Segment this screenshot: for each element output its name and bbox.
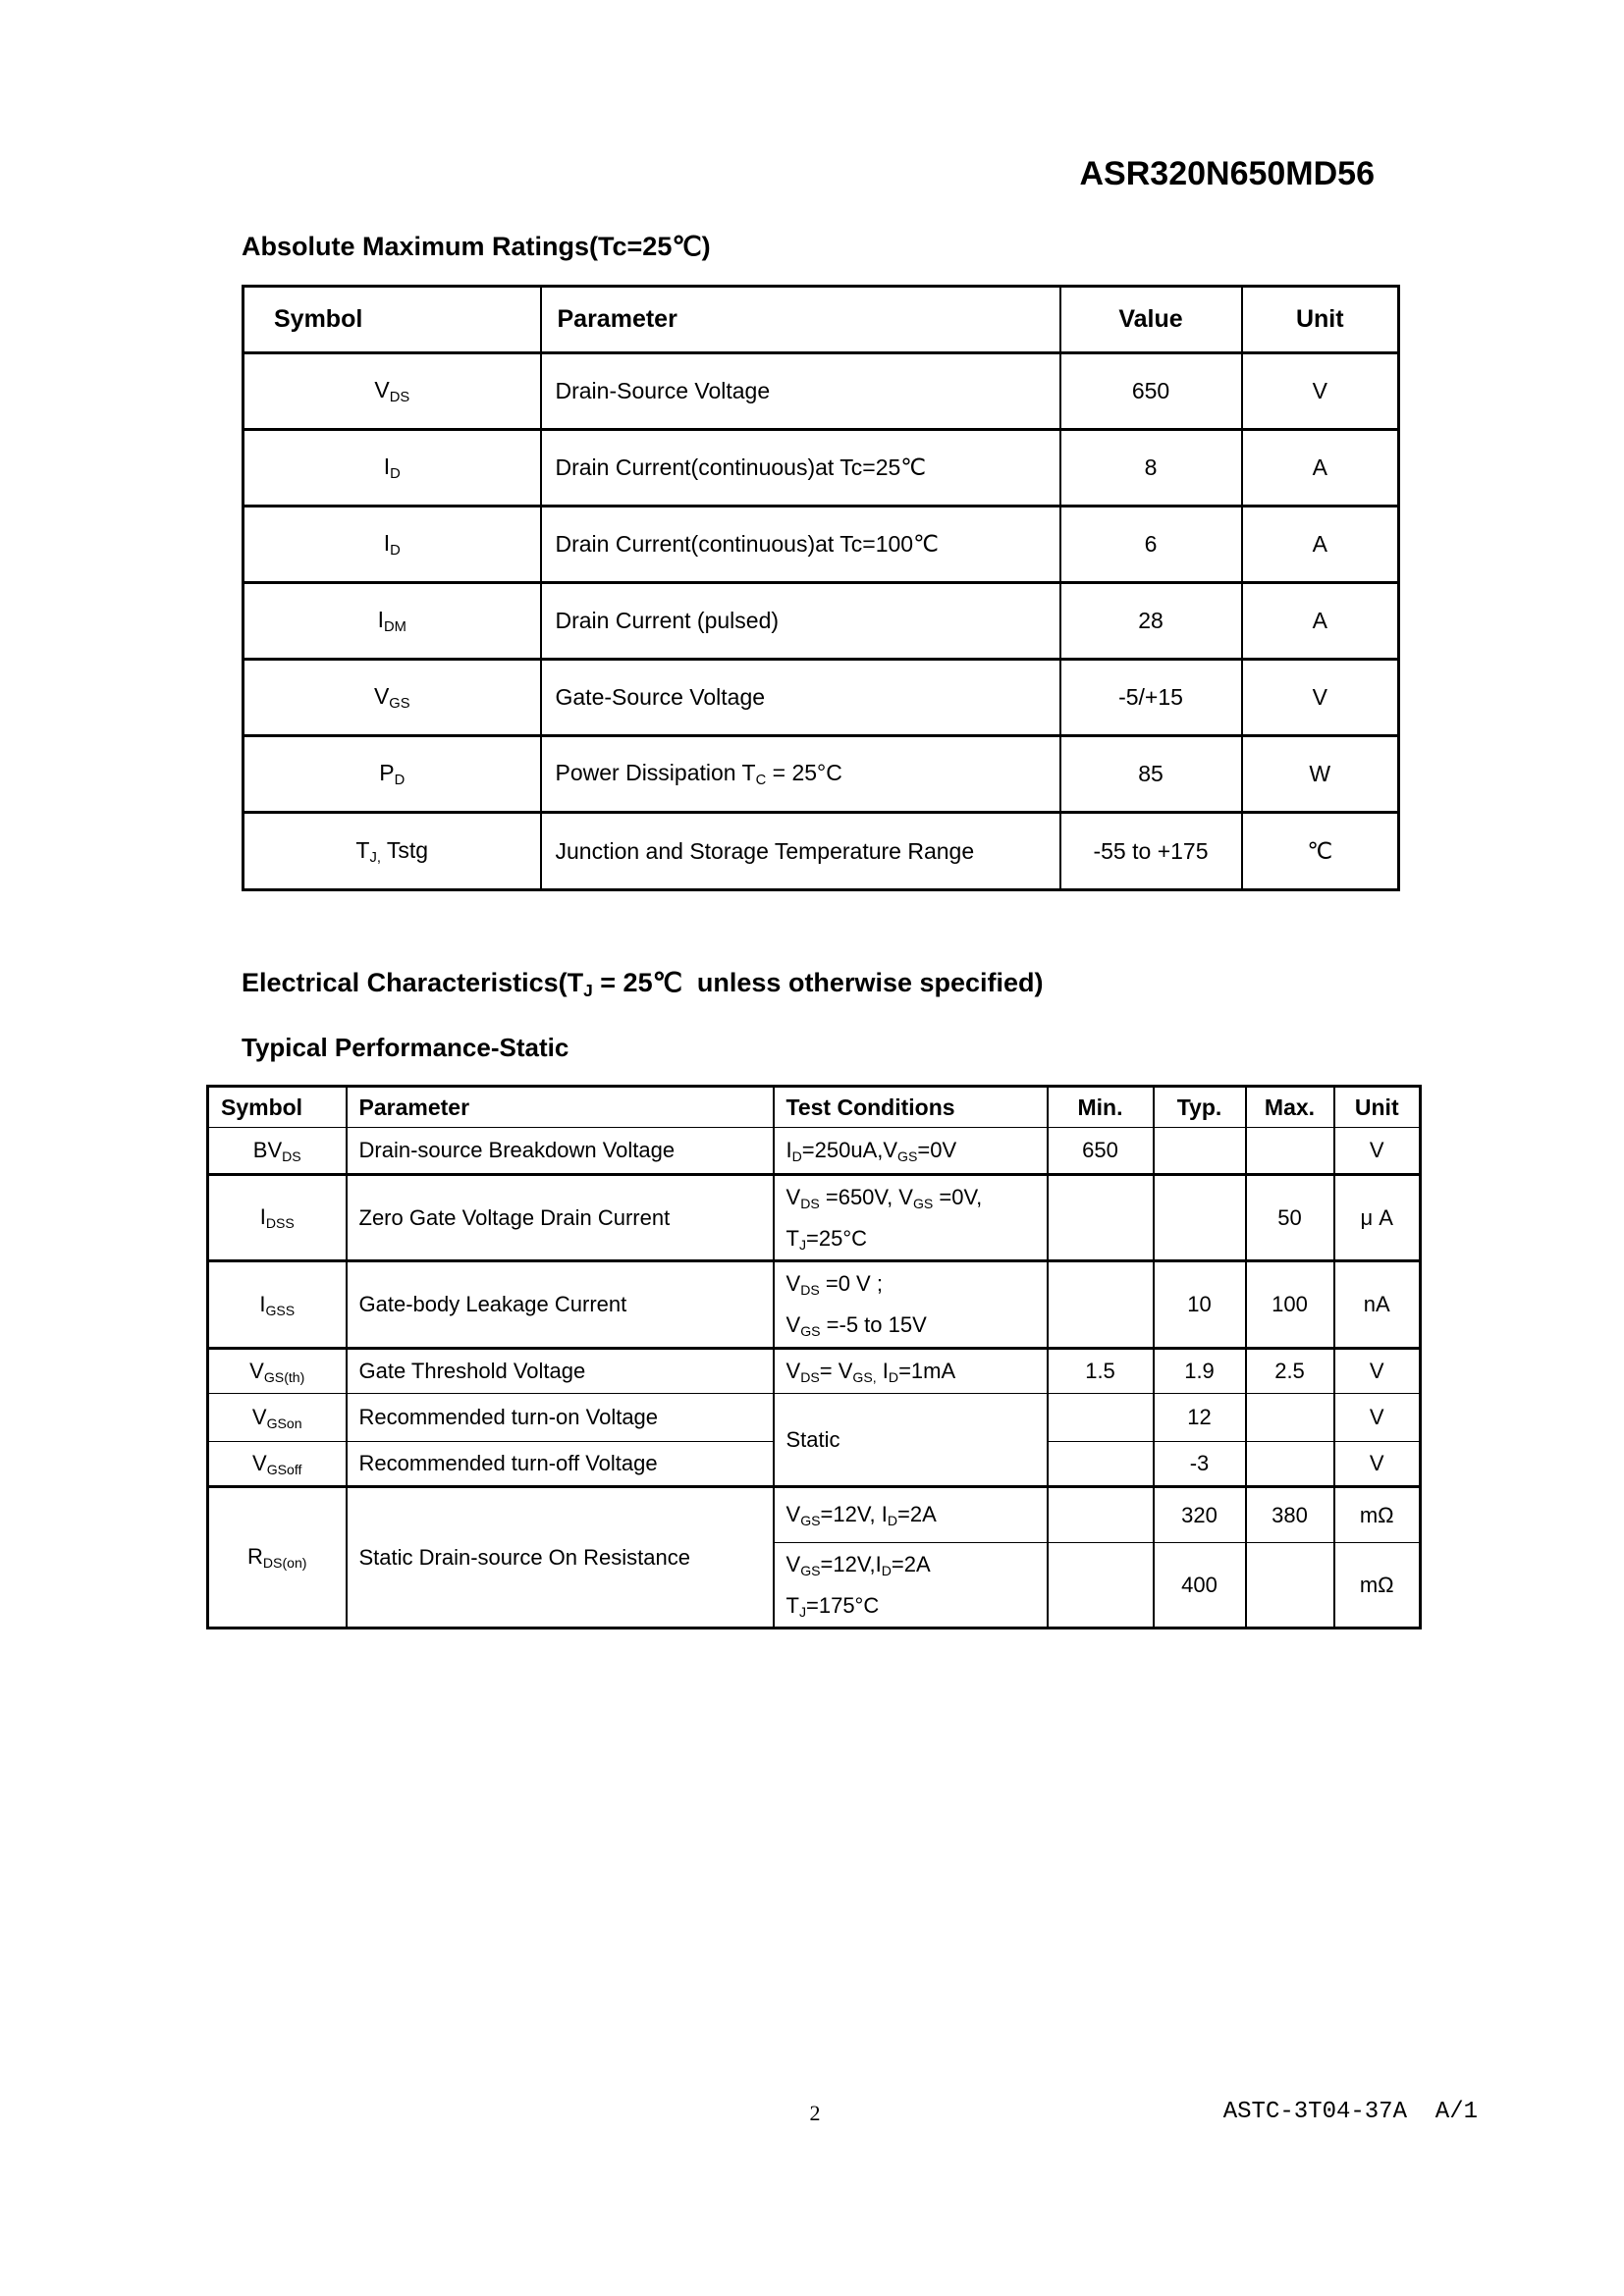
min-cell	[1048, 1442, 1154, 1487]
table-row	[244, 583, 1399, 660]
symbol-cell: $BV_{DS}$	[208, 1128, 347, 1175]
unit-cell: μ A	[1334, 1175, 1421, 1261]
symbol-cell: $I_{DSS}$	[208, 1175, 347, 1261]
test-conditions-line: $V_{DS} =650V$, $V_{GS} =0V$,	[785, 1184, 983, 1211]
parameter-cell: Static Drain-source On Resistance	[347, 1487, 774, 1629]
unit-cell: A	[1242, 430, 1399, 507]
test-conditions-line: $T_J=175^\circ C$	[785, 1592, 880, 1620]
max-cell: 50	[1246, 1175, 1334, 1261]
unit-cell: A	[1242, 507, 1399, 583]
column-header-typ: Typ.	[1154, 1087, 1246, 1128]
column-header-symbol: Symbol	[208, 1087, 347, 1128]
column-header-unit: Unit	[1242, 287, 1399, 353]
table-row	[208, 1261, 1421, 1349]
parameter-cell: Gate Threshold Voltage	[347, 1349, 774, 1394]
symbol-cell: $V_{GSoff}$	[208, 1442, 347, 1487]
table-row	[208, 1394, 1421, 1442]
test-conditions-line: $T_J=25^\circ C$	[785, 1225, 868, 1253]
column-header-symbol: Symbol	[244, 287, 541, 353]
symbol-cell: $R_{DS(on)}$	[208, 1487, 347, 1629]
parameter-cell: Drain Current (pulsed)	[541, 583, 1060, 660]
test-conditions-cell: Static	[774, 1394, 1048, 1487]
unit-cell: mΩ	[1334, 1543, 1421, 1629]
symbol-cell: $V_{GSon}$	[208, 1394, 347, 1442]
heading-typical-performance-static: Typical Performance-Static	[242, 1033, 569, 1062]
typ-cell: 320	[1154, 1487, 1246, 1543]
parameter-cell: Drain-source Breakdown Voltage	[347, 1128, 774, 1175]
parameter-cell: Drain-Source Voltage	[541, 353, 1060, 430]
unit-cell: nA	[1334, 1261, 1421, 1349]
max-cell	[1246, 1543, 1334, 1629]
min-cell: 650	[1048, 1128, 1154, 1175]
symbol-cell: $V_{GS}$	[244, 660, 541, 736]
electrical-characteristics-table	[206, 1085, 1422, 1629]
min-cell	[1048, 1394, 1154, 1442]
symbol-cell: $I_D$	[244, 507, 541, 583]
column-header-value: Value	[1060, 287, 1242, 353]
absolute-maximum-ratings-table	[242, 285, 1400, 891]
value-cell: 85	[1060, 736, 1242, 813]
min-cell	[1048, 1487, 1154, 1543]
test-conditions-cell	[774, 1175, 1048, 1261]
unit-cell: V	[1334, 1128, 1421, 1175]
unit-cell: V	[1334, 1349, 1421, 1394]
parameter-cell: Recommended turn-off Voltage	[347, 1442, 774, 1487]
test-conditions-cell: $I_D=250uA,V_{GS}=0V$	[774, 1128, 1048, 1175]
test-conditions-cell	[774, 1261, 1048, 1349]
unit-cell: W	[1242, 736, 1399, 813]
symbol-cell: $I_{DM}$	[244, 583, 541, 660]
table-header-row	[244, 287, 1399, 353]
max-cell	[1246, 1442, 1334, 1487]
parameter-cell: Zero Gate Voltage Drain Current	[347, 1175, 774, 1261]
typ-cell: 12	[1154, 1394, 1246, 1442]
table-row	[244, 736, 1399, 813]
unit-cell: ℃	[1242, 813, 1399, 890]
max-cell	[1246, 1394, 1334, 1442]
parameter-cell: Gate-Source Voltage	[541, 660, 1060, 736]
symbol-cell: $P_D$	[244, 736, 541, 813]
heading-absolute-maximum-ratings: Absolute Maximum Ratings(Tc=25℃)	[242, 232, 711, 261]
symbol-cell: $I_{GSS}$	[208, 1261, 347, 1349]
parameter-cell: Recommended turn-on Voltage	[347, 1394, 774, 1442]
table-row	[244, 660, 1399, 736]
column-header-test-conditions: Test Conditions	[774, 1087, 1048, 1128]
unit-cell: mΩ	[1334, 1487, 1421, 1543]
parameter-cell: Drain Current(continuous)at Tc=25℃	[541, 430, 1060, 507]
table-row	[208, 1349, 1421, 1394]
unit-cell: V	[1334, 1394, 1421, 1442]
table-row	[208, 1487, 1421, 1543]
document-code: ASTC-3T04-37A A/1	[1222, 2099, 1478, 2125]
table-row	[244, 813, 1399, 890]
table-row	[244, 507, 1399, 583]
symbol-cell: $V_{DS}$	[244, 353, 541, 430]
table-header-row	[208, 1087, 1421, 1128]
test-conditions-line: $V_{GS} =-5$ to 15V	[785, 1312, 927, 1339]
symbol-cell: $T_{J,}$ Tstg	[244, 813, 541, 890]
min-cell	[1048, 1543, 1154, 1629]
heading-electrical-characteristics: Electrical $Characteristics(T_J$ = 25℃ unless otherwise specified)	[242, 968, 1044, 1000]
unit-cell: A	[1242, 583, 1399, 660]
table-row	[208, 1128, 1421, 1175]
column-header-min: Min.	[1048, 1087, 1154, 1128]
unit-cell: V	[1334, 1442, 1421, 1487]
max-cell: 100	[1246, 1261, 1334, 1349]
min-cell: 1.5	[1048, 1349, 1154, 1394]
test-conditions-line: $V_{GS}=12V,I_D=2A$	[785, 1551, 931, 1578]
value-cell: -55 to +175	[1060, 813, 1242, 890]
value-cell: -5/+15	[1060, 660, 1242, 736]
parameter-cell: Drain Current(continuous)at Tc=100℃	[541, 507, 1060, 583]
max-cell	[1246, 1128, 1334, 1175]
value-cell: 650	[1060, 353, 1242, 430]
symbol-cell: $I_D$	[244, 430, 541, 507]
test-conditions-cell	[774, 1543, 1048, 1629]
column-header-parameter: Parameter	[541, 287, 1060, 353]
min-cell	[1048, 1175, 1154, 1261]
parameter-cell: Junction and Storage Temperature Range	[541, 813, 1060, 890]
table-row	[208, 1175, 1421, 1261]
min-cell	[1048, 1261, 1154, 1349]
test-conditions-line: $V_{DS} =0$ V ;	[785, 1271, 883, 1298]
value-cell: 8	[1060, 430, 1242, 507]
parameter-cell: Gate-body Leakage Current	[347, 1261, 774, 1349]
typ-cell	[1154, 1175, 1246, 1261]
value-cell: 28	[1060, 583, 1242, 660]
max-cell: 2.5	[1246, 1349, 1334, 1394]
column-header-unit: Unit	[1334, 1087, 1421, 1128]
typ-cell: 10	[1154, 1261, 1246, 1349]
typ-cell	[1154, 1128, 1246, 1175]
typ-cell: -3	[1154, 1442, 1246, 1487]
value-cell: 6	[1060, 507, 1242, 583]
table-row	[244, 353, 1399, 430]
column-header-max: Max.	[1246, 1087, 1334, 1128]
test-conditions-cell: $V_{GS}=12V$, $I_D=2A$	[774, 1487, 1048, 1543]
unit-cell: V	[1242, 353, 1399, 430]
max-cell: 380	[1246, 1487, 1334, 1543]
test-conditions-cell: $V_{DS}= V_{GS,}$ $I_D=1mA$	[774, 1349, 1048, 1394]
typ-cell: 1.9	[1154, 1349, 1246, 1394]
parameter-cell: Power Dissipation $T_C = 25^\circ C$	[541, 736, 1060, 813]
unit-cell: V	[1242, 660, 1399, 736]
page-title: ASR320N650MD56	[1079, 155, 1375, 192]
page-number: 2	[809, 2101, 821, 2125]
symbol-cell: $V_{GS(th)}$	[208, 1349, 347, 1394]
column-header-parameter: Parameter	[347, 1087, 774, 1128]
typ-cell: 400	[1154, 1543, 1246, 1629]
table-row	[244, 430, 1399, 507]
